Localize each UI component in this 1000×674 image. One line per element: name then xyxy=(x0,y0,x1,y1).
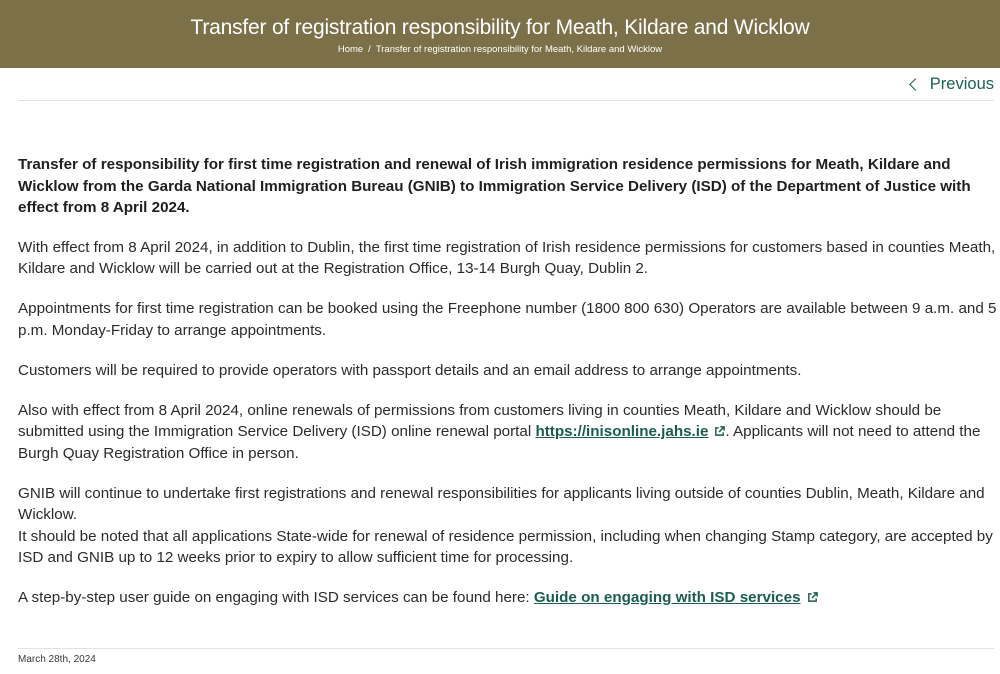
breadcrumb xyxy=(0,44,1000,56)
article-paragraph-state-wide: It should be noted that all applications State-wide for renewal of residence permission, including when changing Stamp category, are accepted by ISD and GNIB up to 12 weeks prior to expiry to allow sufficient time for processing. xyxy=(18,527,993,566)
renewals-text-before: Also with effect from 8 April 2024, online renewals of permissions from customers living in counties Meath, Kildare and Wicklow should be submitted using the Immigration Service Delivery (ISD) online renewal portal xyxy=(18,401,942,440)
article-paragraph-renewals xyxy=(18,400,998,465)
renewals-text-after: . Applicants will not need to attend the Burgh Quay Registration Office in person. xyxy=(18,423,981,462)
page-title: Transfer of registration responsibility for Meath, Kildare and Wicklow xyxy=(190,16,810,39)
inisonline-link-label: https://inisonline.jahs.ie xyxy=(535,423,709,440)
external-link-icon xyxy=(807,592,818,603)
inisonline-link[interactable] xyxy=(535,423,725,440)
chevron-left-icon xyxy=(909,78,922,91)
article-paragraph-appointments: Appointments for first time registration can be booked using the Freephone number (1800 800 630) Operators are available between 9 a.m. and 5 p.m. Monday-Friday to arrange appointments. xyxy=(18,300,997,339)
publish-date: March 28th, 2024 xyxy=(18,654,96,665)
breadcrumb-current: Transfer of registration responsibility for Meath, Kildare and Wicklow xyxy=(375,44,663,55)
previous-link[interactable] xyxy=(911,73,994,95)
page-banner xyxy=(0,0,1000,68)
guide-text-before: A step-by-step user guide on engaging with ISD services can be found here: xyxy=(18,589,534,606)
isd-guide-link-label: Guide on engaging with ISD services xyxy=(533,589,801,606)
article-paragraph-registration: With effect from 8 April 2024, in addition to Dublin, the first time registration of Irish residence permissions for customers based in counties Meath, Kildare and Wicklow will be carried out at the Registration Office, 13-14 Burgh Quay, Dublin 2. xyxy=(18,238,996,277)
article-paragraph-guide xyxy=(18,587,998,609)
article-body xyxy=(18,154,998,627)
isd-guide-link[interactable] xyxy=(534,589,818,606)
article-paragraph-customers: Customers will be required to provide operators with passport details and an email address to arrange appointments. xyxy=(18,361,802,379)
article-paragraph-gnib: GNIB will continue to undertake first registrations and renewal responsibilities for applicants living outside of counties Dublin, Meath, Kildare and Wicklow. xyxy=(18,484,985,523)
breadcrumb-home-link[interactable]: Home xyxy=(337,44,364,55)
article-lead: Transfer of responsibility for first time registration and renewal of Irish immigration residence permissions for Meath, Kildare and Wicklow from the Garda National Immigration Bureau (GNIB) to Immigration Service Delivery (ISD) of the Department of Justice with effect from 8 April 2024. xyxy=(18,156,971,216)
top-divider xyxy=(18,100,994,101)
bottom-divider xyxy=(18,648,994,649)
previous-label: Previous xyxy=(929,74,994,93)
external-link-icon xyxy=(714,426,725,437)
breadcrumb-separator: / xyxy=(368,44,371,55)
